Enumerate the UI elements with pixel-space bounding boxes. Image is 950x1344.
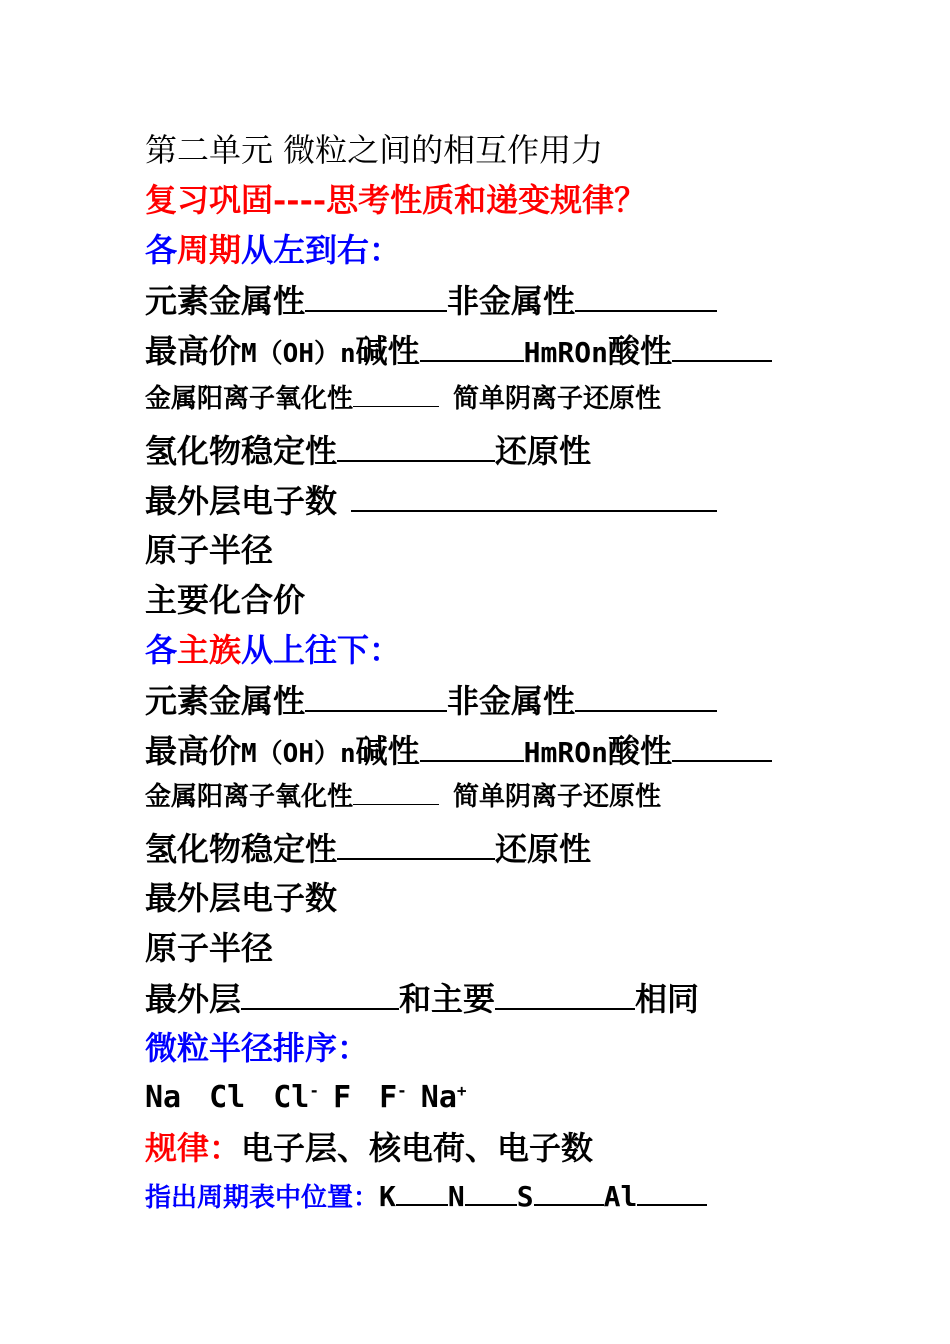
group-oxide-row (145, 730, 772, 774)
period-outer-label: 最外层电子数 (145, 482, 338, 520)
position-k-blank (396, 1180, 448, 1206)
review-text: 复习巩固----思考性质和递变规律？ (145, 181, 647, 219)
group-hydride-label: 氢化物稳定性 (145, 830, 338, 868)
particle-row (145, 1078, 467, 1118)
period-acid-formula: HmROn (523, 336, 608, 369)
group-nonmetal-label: 非金属性 (447, 682, 576, 720)
particle-f: F (333, 1080, 352, 1115)
group-acid-formula: HmROn (523, 736, 608, 769)
period-cation-blank (353, 382, 439, 407)
group-hydride-blank (337, 828, 495, 860)
period-nonmetal-label: 非金属性 (447, 282, 576, 320)
position-row (145, 1180, 707, 1215)
period-hydride-row (145, 430, 591, 471)
rule-row (145, 1128, 593, 1168)
particle-f-charge: - (397, 1081, 407, 1100)
position-al-blank (637, 1180, 707, 1206)
position-s-blank (534, 1180, 604, 1206)
period-anion-label: 简单阴离子还原性 (453, 384, 662, 414)
period-metal-blank (305, 280, 447, 312)
period-heading-c: 从左到右： (241, 231, 402, 269)
particle-cl: Cl (209, 1080, 246, 1115)
period-ion-row (145, 382, 661, 416)
period-oxide-prefix: 最高价 (145, 332, 242, 370)
group-alkaline-label: 碱性 (355, 732, 420, 770)
period-acidic-label: 酸性 (607, 332, 672, 370)
particle-na: Na (145, 1080, 182, 1115)
group-nonmetal-blank (575, 680, 717, 712)
rule-text: 电子层、核电荷、电子数 (241, 1129, 594, 1167)
period-radius-row (145, 530, 273, 570)
group-cation-blank (353, 780, 439, 805)
document-title (145, 130, 603, 170)
group-heading (145, 630, 401, 670)
group-radius-row (145, 928, 273, 968)
period-radius-label: 原子半径 (145, 531, 274, 569)
position-al: Al (603, 1180, 638, 1213)
group-cation-label: 金属阳离子氧化性 (145, 782, 354, 812)
period-alkaline-blank (420, 330, 524, 362)
position-s: S (516, 1180, 534, 1213)
period-hydride-blank (337, 430, 495, 462)
same-blank-a (241, 978, 399, 1010)
particle-cl-charge: - (309, 1081, 320, 1100)
period-valence-label: 主要化合价 (145, 581, 306, 619)
period-hydride-label: 氢化物稳定性 (145, 432, 338, 470)
particle-na-ion: Na (420, 1080, 457, 1115)
group-outer-label: 最外层电子数 (145, 879, 338, 917)
period-outer-blank (351, 480, 717, 512)
group-heading-a: 各 (145, 631, 178, 669)
position-label: 指出周期表中位置： (145, 1183, 380, 1213)
particle-f-ion: F (379, 1080, 398, 1115)
period-reducing-label: 还原性 (495, 432, 592, 470)
group-radius-label: 原子半径 (145, 929, 274, 967)
group-oxide-prefix: 最高价 (145, 732, 242, 770)
same-label-a: 最外层 (145, 980, 242, 1018)
period-valence-row (145, 580, 305, 620)
group-acidic-blank (672, 730, 772, 762)
period-heading-b: 周期 (177, 231, 242, 269)
period-metal-label: 元素金属性 (145, 282, 306, 320)
group-metal-row (145, 680, 717, 721)
group-oxide-formula: M（OH）n (241, 739, 356, 769)
position-k: K (379, 1180, 396, 1213)
group-ion-row (145, 780, 661, 814)
period-alkaline-label: 碱性 (355, 332, 420, 370)
particle-cl-ion: Cl (273, 1080, 310, 1115)
same-row (145, 978, 699, 1019)
group-outer-row (145, 878, 337, 918)
group-hydride-row (145, 828, 591, 869)
title-text: 第二单元 微粒之间的相互作用力 (145, 131, 604, 169)
period-heading-a: 各 (145, 231, 178, 269)
particle-heading-text: 微粒半径排序： (145, 1029, 370, 1067)
group-metal-blank (305, 680, 447, 712)
period-outer-row (145, 480, 717, 521)
rule-label: 规律： (145, 1129, 242, 1167)
group-alkaline-blank (420, 730, 524, 762)
particle-heading (145, 1028, 369, 1068)
same-label-c: 相同 (635, 980, 700, 1018)
group-reducing-label: 还原性 (495, 830, 592, 868)
period-nonmetal-blank (575, 280, 717, 312)
period-cation-label: 金属阳离子氧化性 (145, 384, 354, 414)
group-heading-c: 从上往下： (241, 631, 402, 669)
position-n-blank (465, 1180, 517, 1206)
particle-na-charge: + (456, 1081, 467, 1100)
period-heading (145, 230, 401, 270)
group-metal-label: 元素金属性 (145, 682, 306, 720)
group-heading-b: 主族 (177, 631, 242, 669)
review-heading (145, 180, 646, 220)
same-label-b: 和主要 (399, 980, 496, 1018)
period-metal-row (145, 280, 717, 321)
group-anion-label: 简单阴离子还原性 (453, 782, 662, 812)
group-acidic-label: 酸性 (607, 732, 672, 770)
period-oxide-row (145, 330, 772, 374)
period-oxide-formula: M（OH）n (241, 339, 356, 369)
position-n: N (447, 1180, 465, 1213)
period-acidic-blank (672, 330, 772, 362)
same-blank-b (495, 978, 635, 1010)
